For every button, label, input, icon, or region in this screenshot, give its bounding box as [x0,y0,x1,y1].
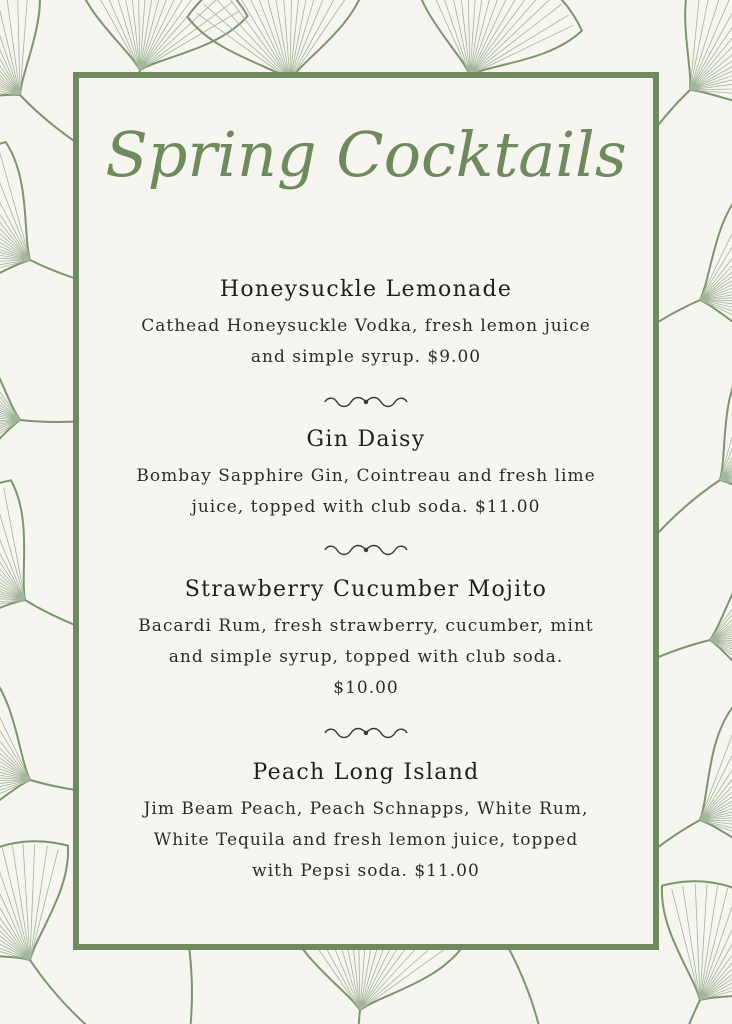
menu-item [0,758,732,887]
menu-item-name: Gin Daisy [306,427,426,452]
menu-item [0,425,732,523]
menu-item-price: $11.00 [414,861,480,881]
menu-title: Spring Cocktails [105,118,627,191]
menu-item [0,275,732,373]
menu-item-price: $9.00 [427,347,482,367]
menu-item-description [136,311,596,373]
menu-item-name: Peach Long Island [252,760,480,785]
menu-item [0,575,732,704]
menu-item-ingredients: Jim Beam Peach, Peach Schnapps, White Rum, White Tequila and fresh lemon juice, topped with Pepsi soda. [143,799,589,881]
menu-item-price: $10.00 [333,678,399,698]
flourish-ornament-icon [321,394,411,410]
menu-item-description [136,461,596,523]
menu-item-name: Strawberry Cucumber Mojito [184,577,548,602]
menu-item-name: Honeysuckle Lemonade [219,277,513,302]
menu-item-description [136,611,596,704]
flourish-ornament-icon [321,542,411,558]
menu-item-ingredients: Bacardi Rum, fresh strawberry, cucumber, mint and simple syrup, topped with club soda. [138,616,594,667]
menu-item-ingredients: Bombay Sapphire Gin, Cointreau and fresh lime juice, topped with club soda. [136,466,596,517]
menu-item-ingredients: Cathead Honeysuckle Vodka, fresh lemon juice and simple syrup. [141,316,591,367]
menu-item-price: $11.00 [474,497,541,517]
menu-item-description [136,794,596,887]
flourish-ornament-icon [321,725,411,741]
